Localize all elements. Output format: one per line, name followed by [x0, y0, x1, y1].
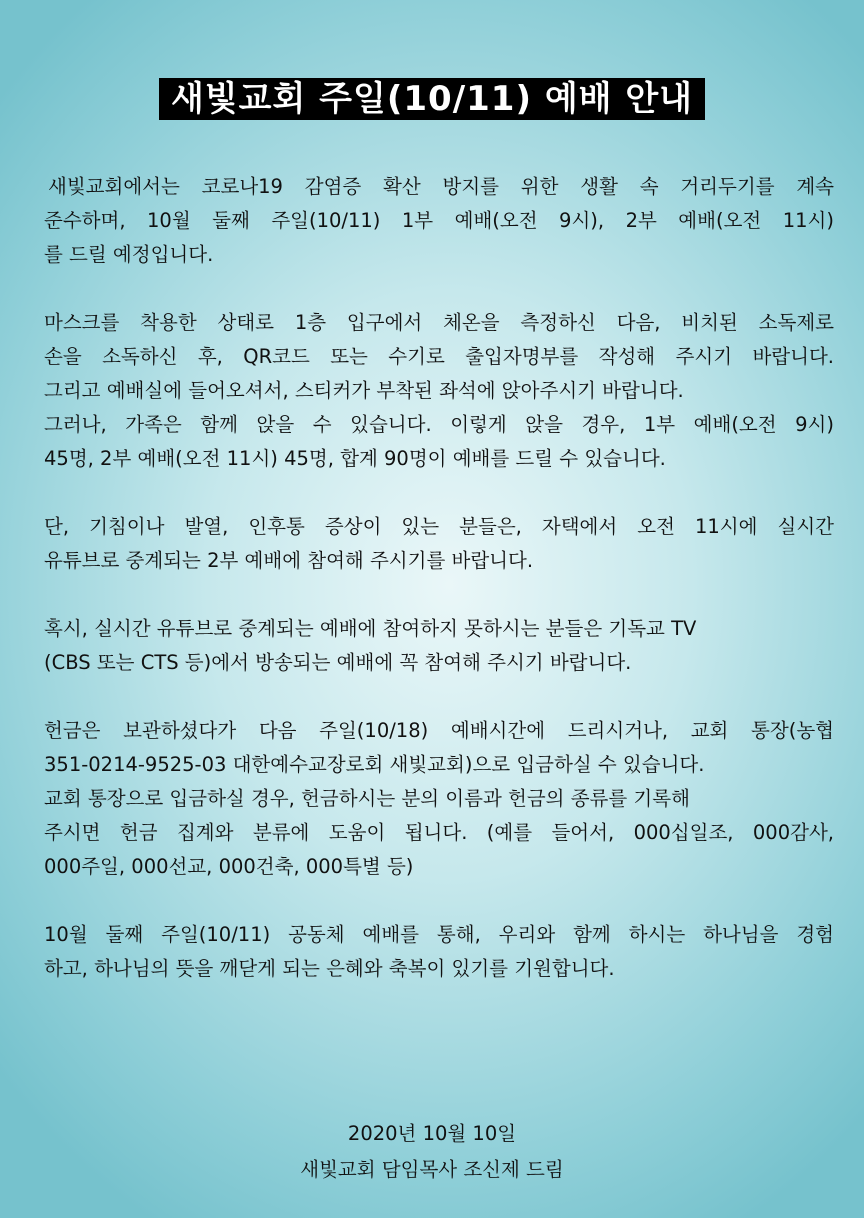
paragraph-offering — [44, 714, 834, 884]
paragraph-symptoms — [44, 510, 834, 578]
signature-block — [0, 1116, 864, 1188]
text-line: 그리고 예배실에 들어오셔서, 스티커가 부착된 좌석에 앉아주시기 바랍니다. — [44, 379, 684, 402]
notice-body — [44, 170, 834, 1020]
text-line: 혹시, 실시간 유튜브로 중계되는 예배에 참여하지 못하시는 분들은 기독교 TV — [44, 617, 697, 640]
text-line: 10월 둘째 주일(10/11) 공동체 예배를 통해, 우리와 함께 하시는 하나님을 경험 — [44, 923, 834, 946]
notice-date: 2020년 10월 10일 — [347, 1122, 517, 1145]
text-line: 351-0214-9525-03 대한예수교장로회 새빛교회)으로 입금하실 수 있습니다. — [44, 753, 705, 776]
paragraph-covid-guideline — [44, 170, 834, 272]
text-line: 그러나, 가족은 함께 앉을 수 있습니다. 이렇게 앉을 경우, 1부 예배(오전 9시) — [44, 413, 834, 436]
paragraph-broadcast — [44, 612, 834, 680]
text-line: 를 드릴 예정입니다. — [44, 243, 214, 266]
text-line: 헌금은 보관하셨다가 다음 주일(10/18) 예배시간에 드리시거나, 교회 통장(농협 — [44, 719, 834, 742]
title-area — [0, 78, 864, 120]
paragraph-entry-procedure — [44, 306, 834, 476]
text-line: 하고, 하나님의 뜻을 깨닫게 되는 은혜와 축복이 있기를 기원합니다. — [44, 957, 615, 980]
paragraph-blessing — [44, 918, 834, 986]
pastor-signature: 새빛교회 담임목사 조신제 드림 — [300, 1158, 564, 1181]
text-line: (CBS 또는 CTS 등)에서 방송되는 예배에 꼭 참여해 주시기 바랍니다. — [44, 651, 632, 674]
text-line: 45명, 2부 예배(오전 11시) 45명, 합계 90명이 예배를 드릴 수 있습니다. — [44, 447, 666, 470]
text-line: 단, 기침이나 발열, 인후통 증상이 있는 분들은, 자택에서 오전 11시에 실시간 — [44, 515, 834, 538]
notice-title: 새빛교회 주일(10/11) 예배 안내 — [159, 78, 705, 120]
text-line: 000주일, 000선교, 000건축, 000특별 등) — [44, 855, 414, 878]
text-line: 유튜브로 중계되는 2부 예배에 참여해 주시기를 바랍니다. — [44, 549, 534, 572]
text-line: 주시면 헌금 집계와 분류에 도움이 됩니다. (예를 들어서, 000십일조, 000감사, — [44, 821, 834, 844]
text-line: 마스크를 착용한 상태로 1층 입구에서 체온을 측정하신 다음, 비치된 소독제로 — [44, 311, 834, 334]
text-line: 교회 통장으로 입금하실 경우, 헌금하시는 분의 이름과 헌금의 종류를 기록해 — [44, 787, 690, 810]
text-line: 손을 소독하신 후, QR코드 또는 수기로 출입자명부를 작성해 주시기 바랍니다. — [44, 345, 834, 368]
text-line: 준수하며, 10월 둘째 주일(10/11) 1부 예배(오전 9시), 2부 예배(오전 11시) — [44, 209, 834, 232]
text-line: 새빛교회에서는 코로나19 감염증 확산 방지를 위한 생활 속 거리두기를 계속 — [48, 175, 834, 198]
